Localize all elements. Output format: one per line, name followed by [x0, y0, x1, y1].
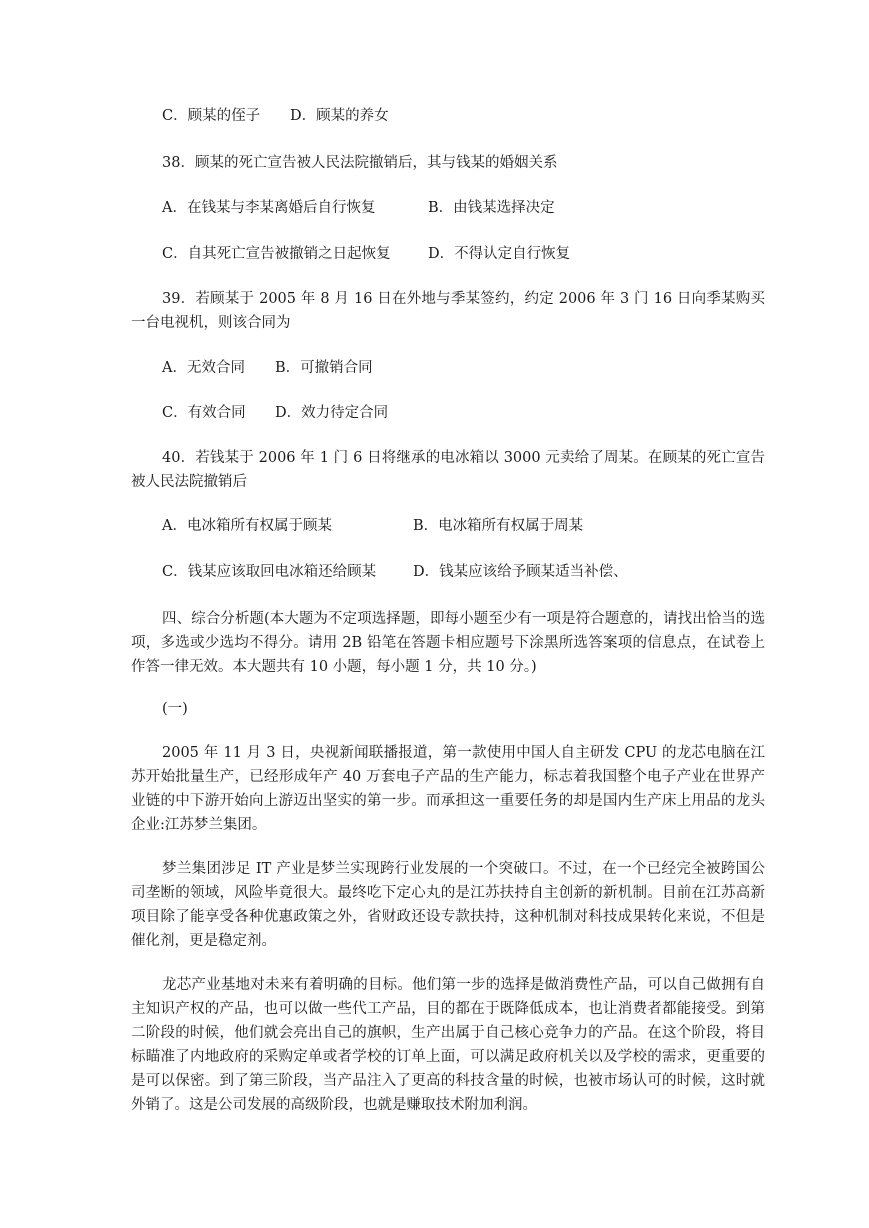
q39-options-cd	[162, 401, 388, 425]
q39-options-ab	[162, 356, 373, 380]
q38-stem: 38．顾某的死亡宣告被人民法院撤销后，其与钱某的婚姻关系	[162, 155, 558, 171]
q40-option-c: C．钱某应该取回电冰箱还给顾某	[162, 564, 377, 580]
q40-option-a: A．电冰箱所有权属于顾某	[162, 518, 332, 534]
q40-option-b: B．电冰箱所有权属于周某	[413, 518, 584, 534]
q40-stem: 40．若钱某于 2006 年 1 门 6 日将继承的电冰箱以 3000 元卖给了周某。在顾某的死亡宣告被人民法院撤销后	[131, 450, 765, 490]
q39-option-a: A．无效合同	[162, 360, 245, 376]
q38-options-cd	[162, 242, 570, 266]
q39-stem: 39．若顾某于 2005 年 8 月 16 日在外地与季某签约，约定 2006 年 3 门 16 日向季某购买一台电视机，则该合同为	[131, 291, 765, 331]
q38-options-ab	[162, 196, 555, 220]
q40-options-ab	[162, 514, 583, 538]
q39-option-b: B．可撤销合同	[275, 360, 373, 376]
q38-option-b: B．由钱某选择决定	[428, 200, 555, 216]
passage-paragraph-2: 梦兰集团涉足 IT 产业是梦兰实现跨行业发展的一个突破口。不过，在一个已经完全被跨国公司垄断的领域，风险毕竟很大。最终吃下定心丸的是江苏扶持自主创新的新机制。目前在江苏高新项目除了能享受各种优惠政策之外，省财政还设专款扶持，这种机制对科技成果转化来说，不但是催化剂，更是稳定剂。	[131, 861, 765, 949]
passage-paragraph-1: 2005 年 11 月 3 日，央视新闻联播报道，第一款使用中国人自主研发 CPU 的龙芯电脑在江苏开始批量生产，已经形成年产 40 万套电子产品的生产能力，标志着我国整个电子产业在世界产业链的中下游开始向上游迈出坚实的第一步。而承担这一重要任务的却是国内生产床上用品的龙头企业:江苏梦兰集团。	[131, 745, 765, 833]
part-label: (一)	[162, 701, 188, 717]
q37-option-d: D．顾某的养女	[290, 108, 389, 124]
q40-options-cd	[162, 560, 628, 584]
passage-paragraph-3: 龙芯产业基地对未来有着明确的目标。他们第一步的选择是做消费性产品，可以自己做拥有自主知识产权的产品，也可以做一些代工产品，目的都在于既降低成本，也让消费者都能接受。到第二阶段的时候，他们就会亮出自己的旗帜，生产出属于自己核心竞争力的产品。在这个阶段，将目标瞄准了内地政府的采购定单或者学校的订单上面，可以满足政府机关以及学校的需求，更重要的是可以保密。到了第三阶段，当产品注入了更高的科技含量的时候，也被市场认可的时候，这时就外销了。这是公司发展的高级阶段，也就是赚取技术附加利润。	[131, 977, 765, 1113]
q39-option-c: C．有效合同	[162, 405, 246, 421]
section4-heading: 四、综合分析题(本大题为不定项选择题，即每小题至少有一项是符合题意的，请找出恰当的选项，多选或少选均不得分。请用 2B 铅笔在答题卡相应题号下涂黑所选答案项的信息点，在试卷上作答一律无效。本大题共有 10 小题，每小题 1 分，共 10 分。)	[131, 611, 765, 675]
q39-option-d: D．效力待定合同	[275, 405, 389, 421]
q38-option-a: A．在钱某与李某离婚后自行恢复	[162, 200, 376, 216]
q40-option-d: D．钱某应该给予顾某适当补偿、	[413, 564, 628, 580]
q38-option-c: C．自其死亡宣告被撤销之日起恢复	[162, 246, 391, 262]
q38-option-d: D．不得认定自行恢复	[428, 246, 571, 262]
q37-option-c: C．顾某的侄子	[162, 108, 261, 124]
q37-options-cd	[162, 104, 389, 128]
